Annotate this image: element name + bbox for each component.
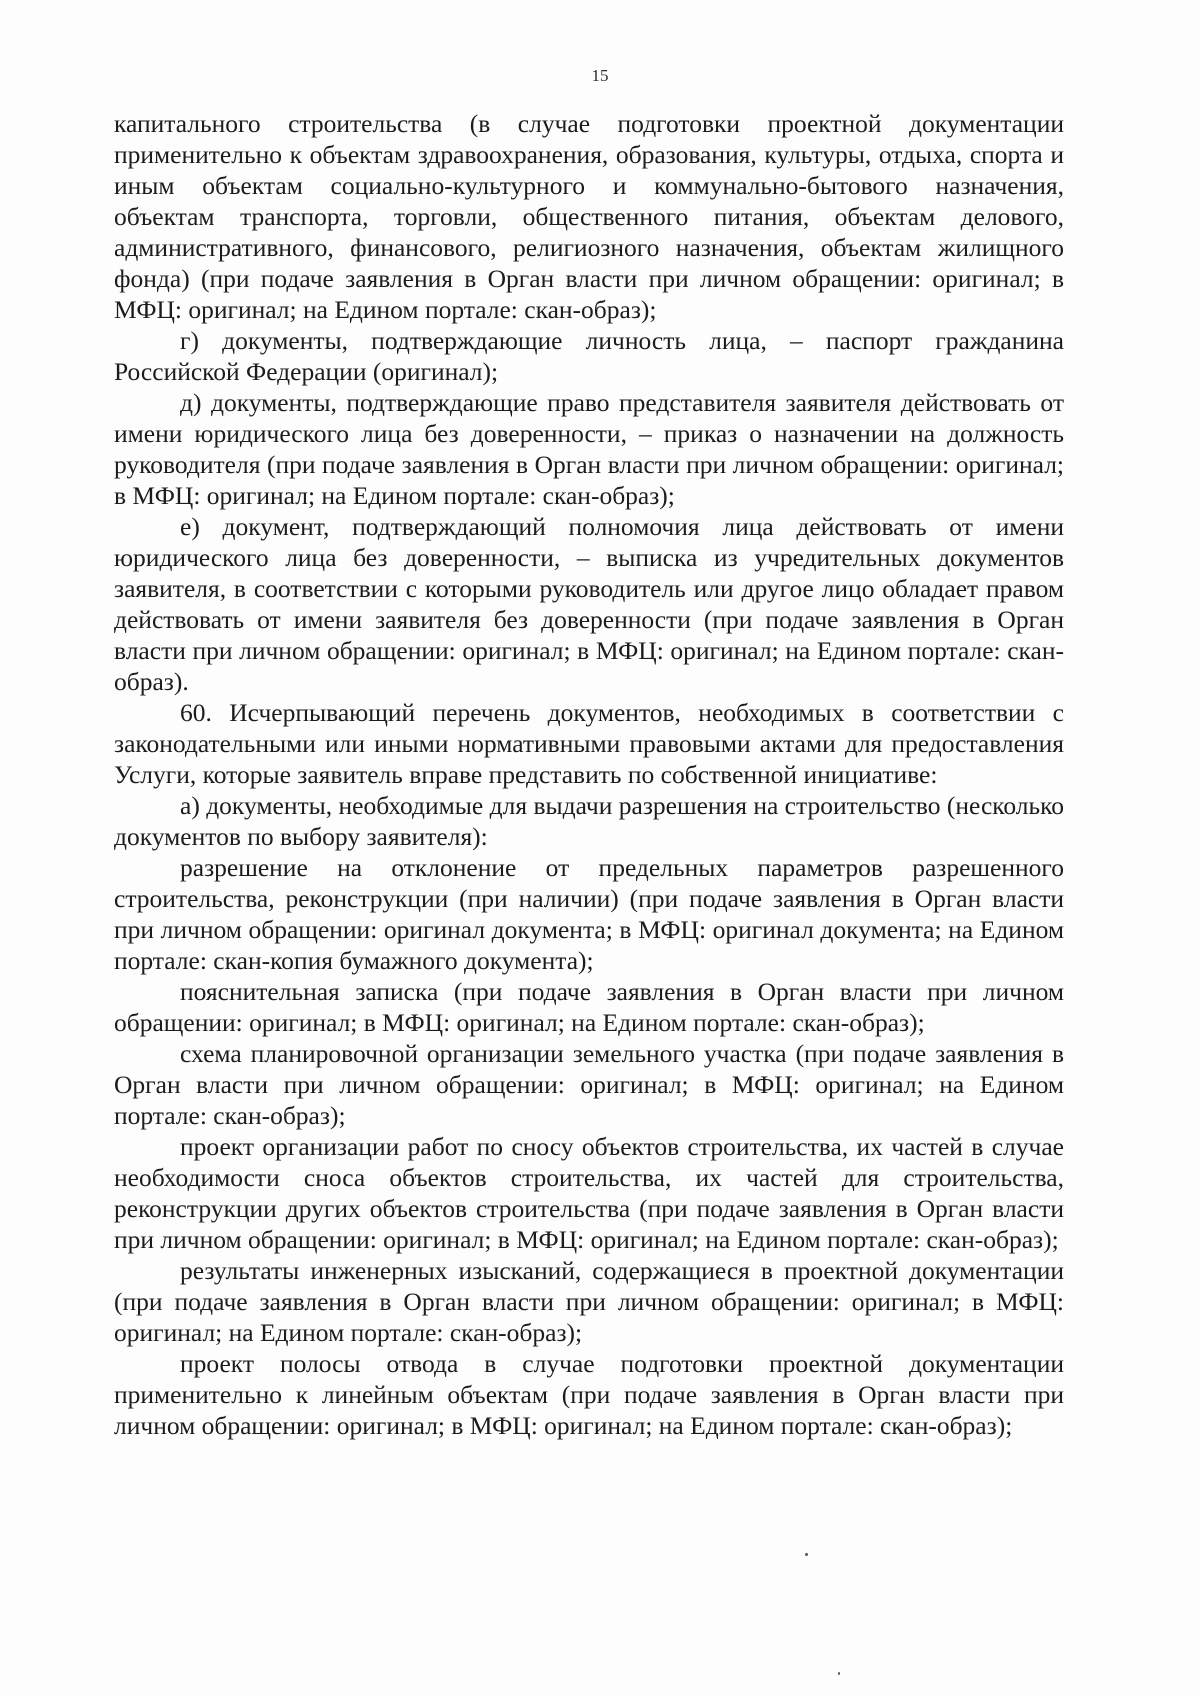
paragraph-clause-60: 60. Исчерпывающий перечень документов, необходимых в соответствии с законодательными или иными нормативными правовыми актами для предоставления Услуги, которые заявитель вправе представить по собственной инициативе:	[114, 698, 1064, 789]
paragraph-demolition-project: проект организации работ по сносу объектов строительства, их частей в случае необходимости сноса объектов строительства, их частей для строительства, реконструкции других объектов строительства (при подаче заявления в Орган власти при личном обращении: оригинал; в МФЦ: оригинал; на Едином портале: скан-образ);	[114, 1132, 1064, 1254]
scan-speck	[805, 1553, 808, 1556]
paragraph-item-a: а) документы, необходимые для выдачи разрешения на строительство (несколько документов по выбору заявителя):	[114, 791, 1064, 851]
page-number: 15	[591, 66, 609, 85]
paragraph-continuation: капитального строительства (в случае подготовки проектной документации применительно к объектам здравоохранения, образования, культуры, отдыха, спорта и иным объектам социально-культурного и коммунально-бытового назначения, объектам транспорта, торговли, общественного питания, объектам делового, административного, финансового, религиозного назначения, объектам жилищного фонда) (при подаче заявления в Орган власти при личном обращении: оригинал; в МФЦ: оригинал; на Едином портале: скан-образ);	[114, 109, 1064, 324]
scan-speck	[838, 1672, 840, 1675]
paragraph-deviation-permit: разрешение на отклонение от предельных параметров разрешенного строительства, реконструкции (при наличии) (при подаче заявления в Орган власти при личном обращении: оригинал документа; в МФЦ: оригинал документа; на Едином портале: скан-копия бумажного документа);	[114, 853, 1064, 975]
document-body	[114, 108, 1064, 1441]
paragraph-item-e: е) документ, подтверждающий полномочия лица действовать от имени юридического лица без доверенности, – выписка из учредительных документов заявителя, в соответствии с которыми руководитель или другое лицо обладает правом действовать от имени заявителя без доверенности (при подаче заявления в Орган власти при личном обращении: оригинал; в МФЦ: оригинал; на Едином портале: скан-образ).	[114, 512, 1064, 696]
paragraph-item-g: г) документы, подтверждающие личность лица, – паспорт гражданина Российской Федерации (оригинал);	[114, 326, 1064, 386]
paragraph-site-plan: схема планировочной организации земельного участка (при подаче заявления в Орган власти при личном обращении: оригинал; в МФЦ: оригинал; на Едином портале: скан-образ);	[114, 1039, 1064, 1130]
paragraph-item-d: д) документы, подтверждающие право представителя заявителя действовать от имени юридического лица без доверенности, – приказ о назначении на должность руководителя (при подаче заявления в Орган власти при личном обращении: оригинал; в МФЦ: оригинал; на Едином портале: скан-образ);	[114, 388, 1064, 510]
paragraph-right-of-way-project: проект полосы отвода в случае подготовки проектной документации применительно к линейным объектам (при подаче заявления в Орган власти при личном обращении: оригинал; в МФЦ: оригинал; на Едином портале: скан-образ);	[114, 1349, 1064, 1440]
paragraph-engineering-surveys: результаты инженерных изысканий, содержащиеся в проектной документации (при подаче заявления в Орган власти при личном обращении: оригинал; в МФЦ: оригинал; на Едином портале: скан-образ);	[114, 1256, 1064, 1347]
paragraph-explanatory-note: пояснительная записка (при подаче заявления в Орган власти при личном обращении: оригинал; в МФЦ: оригинал; на Едином портале: скан-образ);	[114, 977, 1064, 1037]
